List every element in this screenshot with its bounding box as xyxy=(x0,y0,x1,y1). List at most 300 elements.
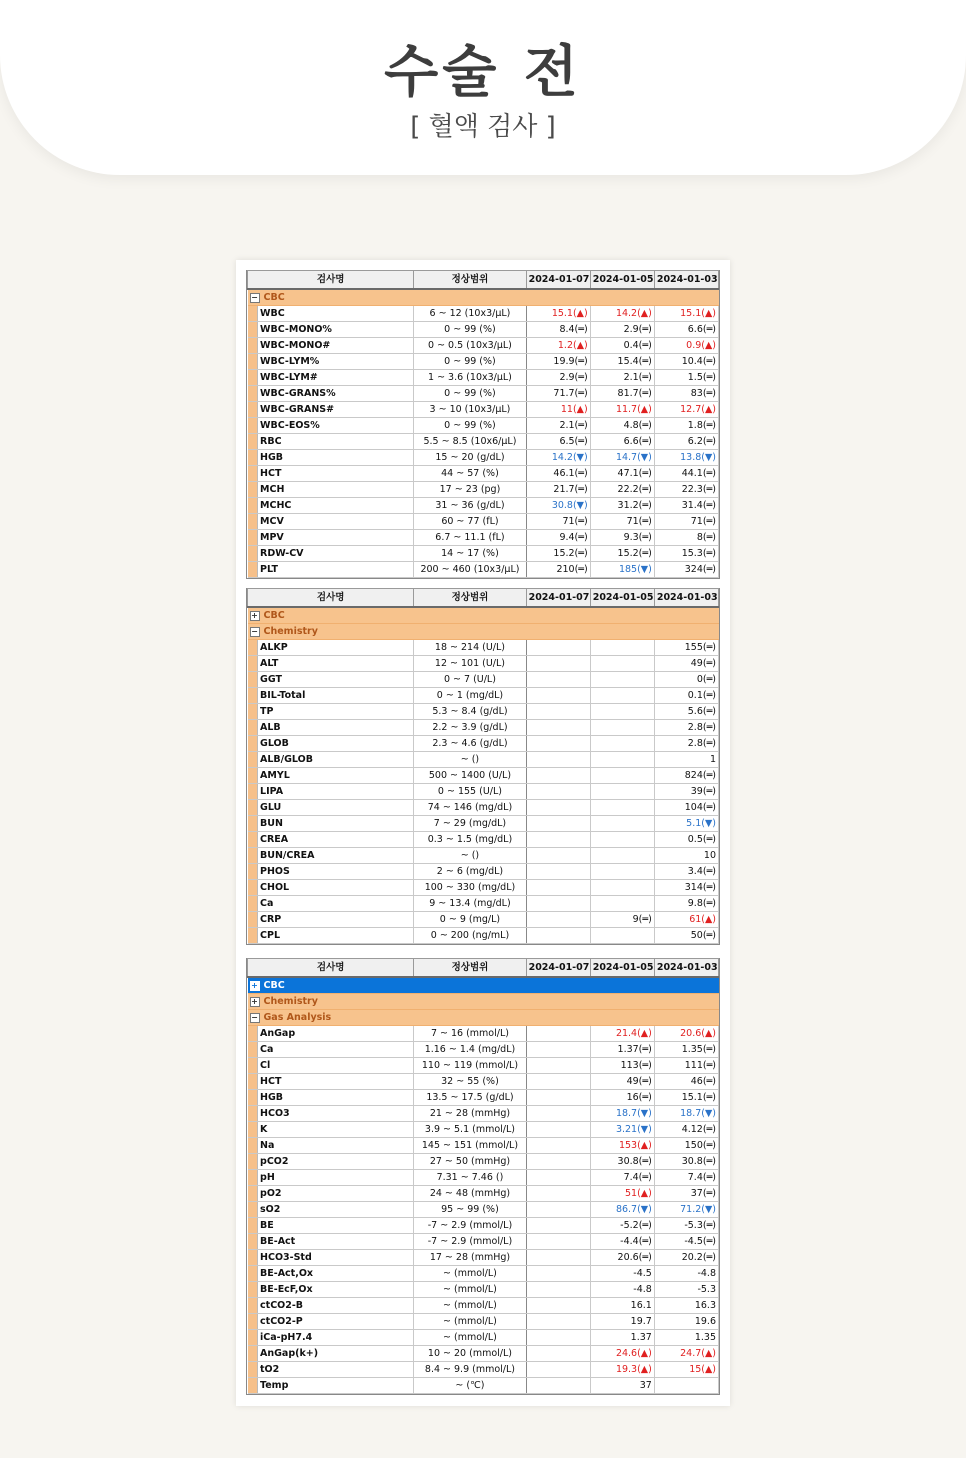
column-header-name[interactable]: 검사명 xyxy=(248,589,414,608)
value-cell: 15.4(═) xyxy=(590,354,654,370)
row-gutter xyxy=(248,1250,258,1266)
table-row[interactable] xyxy=(248,928,719,944)
expand-icon[interactable]: + xyxy=(251,610,258,620)
value-cell: 104(═) xyxy=(654,800,718,816)
value-cell: 30.8(═) xyxy=(654,1154,718,1170)
value-cell xyxy=(526,1250,590,1266)
value-cell: 324(═) xyxy=(654,562,718,578)
value-cell: 824(═) xyxy=(654,768,718,784)
test-name-cell: GLU xyxy=(258,800,414,816)
row-gutter xyxy=(248,1106,258,1122)
value-cell: 71.2(▼) xyxy=(654,1202,718,1218)
value-cell: 185(▼) xyxy=(590,562,654,578)
table-row[interactable] xyxy=(248,530,719,546)
table-row[interactable] xyxy=(248,864,719,880)
row-gutter xyxy=(248,784,258,800)
value-cell xyxy=(526,848,590,864)
collapse-icon[interactable]: − xyxy=(251,292,258,302)
table-row[interactable] xyxy=(248,912,719,928)
test-name-cell: WBC-LYM% xyxy=(258,354,414,370)
value-cell: 1.8(═) xyxy=(654,418,718,434)
value-cell: 153(▲) xyxy=(590,1138,654,1154)
row-gutter xyxy=(248,1058,258,1074)
page-subtitle: [ 혈액 검사 ] xyxy=(410,112,556,142)
value-cell: 20.6(═) xyxy=(590,1250,654,1266)
table-header-row xyxy=(248,271,719,290)
value-cell: 111(═) xyxy=(654,1058,718,1074)
table-row[interactable] xyxy=(248,656,719,672)
table-row[interactable] xyxy=(248,1282,719,1298)
range-cell: 110 ~ 119 (mmol/L) xyxy=(414,1058,526,1074)
value-cell: 6.6(═) xyxy=(654,322,718,338)
column-header-date[interactable]: 2024-01-03 xyxy=(654,589,718,608)
table-row[interactable] xyxy=(248,1378,719,1394)
value-cell: 20.2(═) xyxy=(654,1250,718,1266)
range-cell: 0 ~ 0.5 (10x3/μL) xyxy=(414,338,526,354)
value-cell xyxy=(526,864,590,880)
group-row-chemistry[interactable] xyxy=(248,994,719,1010)
value-cell xyxy=(526,736,590,752)
table-header-row xyxy=(248,959,719,978)
expand-icon[interactable]: + xyxy=(251,980,258,990)
value-cell xyxy=(590,768,654,784)
table-row[interactable] xyxy=(248,1218,719,1234)
table-row[interactable] xyxy=(248,306,719,322)
range-cell: 500 ~ 1400 (U/L) xyxy=(414,768,526,784)
row-gutter xyxy=(248,370,258,386)
column-header-date[interactable]: 2024-01-07 xyxy=(526,271,590,290)
group-row-cbc[interactable] xyxy=(248,289,719,306)
group-row-cbc[interactable] xyxy=(248,977,719,994)
test-name-cell: WBC-MONO% xyxy=(258,322,414,338)
test-name-cell: HCO3 xyxy=(258,1106,414,1122)
table-row[interactable] xyxy=(248,434,719,450)
value-cell: 9.4(═) xyxy=(526,530,590,546)
group-row-cbc[interactable] xyxy=(248,607,719,624)
table-row[interactable] xyxy=(248,546,719,562)
table-row[interactable] xyxy=(248,1122,719,1138)
test-name-cell: tO2 xyxy=(258,1362,414,1378)
value-cell xyxy=(526,1202,590,1218)
table-row[interactable] xyxy=(248,450,719,466)
range-cell: 10 ~ 20 (mmol/L) xyxy=(414,1346,526,1362)
value-cell xyxy=(526,1074,590,1090)
test-name-cell: PLT xyxy=(258,562,414,578)
table-row[interactable] xyxy=(248,354,719,370)
collapse-icon[interactable]: − xyxy=(251,626,258,636)
table-row[interactable] xyxy=(248,418,719,434)
row-gutter xyxy=(248,800,258,816)
table-row[interactable] xyxy=(248,816,719,832)
value-cell xyxy=(526,1378,590,1394)
value-cell xyxy=(526,816,590,832)
row-gutter xyxy=(248,1234,258,1250)
row-gutter xyxy=(248,402,258,418)
table-row[interactable] xyxy=(248,322,719,338)
value-cell xyxy=(590,880,654,896)
range-cell: ~ () xyxy=(414,848,526,864)
range-cell: 24 ~ 48 (mmHg) xyxy=(414,1186,526,1202)
group-cell[interactable] xyxy=(248,994,719,1010)
value-cell: 6.2(═) xyxy=(654,434,718,450)
table-row[interactable] xyxy=(248,880,719,896)
value-cell: 19.3(▲) xyxy=(590,1362,654,1378)
table-row[interactable] xyxy=(248,1170,719,1186)
group-label: Chemistry xyxy=(263,996,318,1007)
table-row[interactable] xyxy=(248,1090,719,1106)
row-gutter xyxy=(248,720,258,736)
value-cell: 155(═) xyxy=(654,640,718,656)
value-cell: 37(═) xyxy=(654,1186,718,1202)
value-cell xyxy=(590,704,654,720)
value-cell: 22.2(═) xyxy=(590,482,654,498)
range-cell: 17 ~ 28 (mmHg) xyxy=(414,1250,526,1266)
range-cell: 0 ~ 99 (%) xyxy=(414,418,526,434)
row-gutter xyxy=(248,1330,258,1346)
value-cell: 14.7(▼) xyxy=(590,450,654,466)
range-cell: 2 ~ 6 (mg/dL) xyxy=(414,864,526,880)
column-header-range[interactable]: 정상범위 xyxy=(414,959,526,978)
value-cell: 16.3 xyxy=(654,1298,718,1314)
table-row[interactable] xyxy=(248,1362,719,1378)
range-cell: 0.3 ~ 1.5 (mg/dL) xyxy=(414,832,526,848)
value-cell: 18.7(▼) xyxy=(590,1106,654,1122)
table-row[interactable] xyxy=(248,848,719,864)
value-cell: 11(▲) xyxy=(526,402,590,418)
table-row[interactable] xyxy=(248,704,719,720)
range-cell: 12 ~ 101 (U/L) xyxy=(414,656,526,672)
test-name-cell: WBC-LYM# xyxy=(258,370,414,386)
table-frame xyxy=(246,588,720,945)
column-header-name[interactable]: 검사명 xyxy=(248,959,414,978)
value-cell: 7.4(═) xyxy=(654,1170,718,1186)
table-row[interactable] xyxy=(248,720,719,736)
row-gutter xyxy=(248,848,258,864)
test-name-cell: HCT xyxy=(258,1074,414,1090)
table-row[interactable] xyxy=(248,482,719,498)
header-card xyxy=(0,0,966,175)
row-gutter xyxy=(248,640,258,656)
test-name-cell: ALT xyxy=(258,656,414,672)
table-row[interactable] xyxy=(248,1138,719,1154)
row-gutter xyxy=(248,1090,258,1106)
value-cell: -4.8 xyxy=(590,1282,654,1298)
row-gutter xyxy=(248,322,258,338)
row-gutter xyxy=(248,1378,258,1394)
range-cell: 3 ~ 10 (10x3/μL) xyxy=(414,402,526,418)
test-name-cell: pCO2 xyxy=(258,1154,414,1170)
value-cell: 6.5(═) xyxy=(526,434,590,450)
table-row[interactable] xyxy=(248,498,719,514)
table-row[interactable] xyxy=(248,562,719,578)
row-gutter xyxy=(248,768,258,784)
test-name-cell: HCT xyxy=(258,466,414,482)
row-gutter xyxy=(248,688,258,704)
column-header-date[interactable]: 2024-01-05 xyxy=(590,959,654,978)
table-row[interactable] xyxy=(248,338,719,354)
range-cell: 6 ~ 12 (10x3/μL) xyxy=(414,306,526,322)
test-name-cell: BE-Act xyxy=(258,1234,414,1250)
test-name-cell: MPV xyxy=(258,530,414,546)
test-name-cell: ALB xyxy=(258,720,414,736)
table-row[interactable] xyxy=(248,1042,719,1058)
value-cell xyxy=(526,784,590,800)
value-cell: 47.1(═) xyxy=(590,466,654,482)
column-header-date[interactable]: 2024-01-05 xyxy=(590,589,654,608)
value-cell xyxy=(526,640,590,656)
range-cell: 74 ~ 146 (mg/dL) xyxy=(414,800,526,816)
test-name-cell: WBC-GRANS% xyxy=(258,386,414,402)
value-cell: 14.2(▲) xyxy=(590,306,654,322)
value-cell xyxy=(526,1282,590,1298)
value-cell: 1 xyxy=(654,752,718,768)
table-row[interactable] xyxy=(248,688,719,704)
value-cell xyxy=(526,1122,590,1138)
range-cell: ~ (mmol/L) xyxy=(414,1266,526,1282)
group-cell[interactable] xyxy=(248,977,719,994)
row-gutter xyxy=(248,530,258,546)
value-cell xyxy=(590,928,654,944)
test-name-cell: HCO3-Std xyxy=(258,1250,414,1266)
value-cell: 49(═) xyxy=(654,656,718,672)
column-header-date[interactable]: 2024-01-03 xyxy=(654,271,718,290)
value-cell: 16(═) xyxy=(590,1090,654,1106)
value-cell xyxy=(526,1218,590,1234)
table-row[interactable] xyxy=(248,752,719,768)
group-cell[interactable] xyxy=(248,607,719,624)
value-cell xyxy=(526,1362,590,1378)
range-cell: 1.16 ~ 1.4 (mg/dL) xyxy=(414,1042,526,1058)
test-name-cell: RDW-CV xyxy=(258,546,414,562)
range-cell: 13.5 ~ 17.5 (g/dL) xyxy=(414,1090,526,1106)
row-gutter xyxy=(248,880,258,896)
column-header-name[interactable]: 검사명 xyxy=(248,271,414,290)
test-name-cell: WBC-GRANS# xyxy=(258,402,414,418)
range-cell: 7.31 ~ 7.46 () xyxy=(414,1170,526,1186)
range-cell: 18 ~ 214 (U/L) xyxy=(414,640,526,656)
table-row[interactable] xyxy=(248,1314,719,1330)
collapse-icon[interactable]: − xyxy=(251,1012,258,1022)
test-name-cell: iCa-pH7.4 xyxy=(258,1330,414,1346)
table-row[interactable] xyxy=(248,800,719,816)
value-cell: 24.6(▲) xyxy=(590,1346,654,1362)
table-row[interactable] xyxy=(248,1106,719,1122)
value-cell: 22.3(═) xyxy=(654,482,718,498)
test-name-cell: AMYL xyxy=(258,768,414,784)
row-gutter xyxy=(248,418,258,434)
value-cell xyxy=(526,1106,590,1122)
range-cell: 7 ~ 29 (mg/dL) xyxy=(414,816,526,832)
page-title: 수술 전 xyxy=(384,40,582,105)
table-row[interactable] xyxy=(248,514,719,530)
table-row[interactable] xyxy=(248,672,719,688)
value-cell: 2.1(═) xyxy=(590,370,654,386)
table-row[interactable] xyxy=(248,1250,719,1266)
column-header-range[interactable]: 정상범위 xyxy=(414,589,526,608)
value-cell: 9(═) xyxy=(590,912,654,928)
value-cell xyxy=(526,912,590,928)
value-cell: 2.8(═) xyxy=(654,736,718,752)
value-cell: 7.4(═) xyxy=(590,1170,654,1186)
column-header-date[interactable]: 2024-01-07 xyxy=(526,959,590,978)
value-cell: 19.6 xyxy=(654,1314,718,1330)
test-name-cell: BE xyxy=(258,1218,414,1234)
range-cell: ~ (mmol/L) xyxy=(414,1282,526,1298)
row-gutter xyxy=(248,896,258,912)
table-row[interactable] xyxy=(248,1186,719,1202)
value-cell xyxy=(526,1058,590,1074)
test-name-cell: BIL-Total xyxy=(258,688,414,704)
test-name-cell: sO2 xyxy=(258,1202,414,1218)
value-cell: 15.1(▲) xyxy=(526,306,590,322)
table-row[interactable] xyxy=(248,640,719,656)
value-cell xyxy=(526,832,590,848)
column-header-date[interactable]: 2024-01-07 xyxy=(526,589,590,608)
value-cell: 24.7(▲) xyxy=(654,1346,718,1362)
value-cell: 10 xyxy=(654,848,718,864)
value-cell xyxy=(526,928,590,944)
table-row[interactable] xyxy=(248,1154,719,1170)
value-cell: 150(═) xyxy=(654,1138,718,1154)
table-row[interactable] xyxy=(248,1074,719,1090)
value-cell: -5.2(═) xyxy=(590,1218,654,1234)
group-label: Gas Analysis xyxy=(263,1012,332,1023)
row-gutter xyxy=(248,1202,258,1218)
column-header-date[interactable]: 2024-01-03 xyxy=(654,959,718,978)
value-cell: 2.8(═) xyxy=(654,720,718,736)
test-name-cell: PHOS xyxy=(258,864,414,880)
row-gutter xyxy=(248,546,258,562)
group-row-gas-analysis[interactable] xyxy=(248,1010,719,1026)
range-cell: 15 ~ 20 (g/dL) xyxy=(414,450,526,466)
value-cell xyxy=(590,672,654,688)
range-cell: 8.4 ~ 9.9 (mmol/L) xyxy=(414,1362,526,1378)
value-cell: 113(═) xyxy=(590,1058,654,1074)
table-row[interactable] xyxy=(248,1202,719,1218)
row-gutter xyxy=(248,816,258,832)
range-cell: 95 ~ 99 (%) xyxy=(414,1202,526,1218)
lab-panel-cbc xyxy=(246,270,720,579)
row-gutter xyxy=(248,482,258,498)
group-cell[interactable] xyxy=(248,289,719,306)
test-name-cell: pH xyxy=(258,1170,414,1186)
table-row[interactable] xyxy=(248,466,719,482)
expand-icon[interactable]: + xyxy=(251,996,258,1006)
value-cell xyxy=(526,1298,590,1314)
row-gutter xyxy=(248,450,258,466)
range-cell: 100 ~ 330 (mg/dL) xyxy=(414,880,526,896)
row-gutter xyxy=(248,498,258,514)
value-cell xyxy=(526,720,590,736)
table-frame xyxy=(246,958,720,1395)
value-cell xyxy=(590,848,654,864)
table-row[interactable] xyxy=(248,1026,719,1042)
column-header-range[interactable]: 정상범위 xyxy=(414,271,526,290)
test-name-cell: MCH xyxy=(258,482,414,498)
table-row[interactable] xyxy=(248,1058,719,1074)
row-gutter xyxy=(248,562,258,578)
value-cell: 4.12(═) xyxy=(654,1122,718,1138)
column-header-date[interactable]: 2024-01-05 xyxy=(590,271,654,290)
value-cell: 1.37 xyxy=(590,1330,654,1346)
test-name-cell: BUN/CREA xyxy=(258,848,414,864)
group-cell[interactable] xyxy=(248,624,719,640)
table-row[interactable] xyxy=(248,736,719,752)
table-row[interactable] xyxy=(248,1346,719,1362)
table-row[interactable] xyxy=(248,1234,719,1250)
value-cell xyxy=(526,880,590,896)
value-cell xyxy=(590,864,654,880)
range-cell: 60 ~ 77 (fL) xyxy=(414,514,526,530)
test-name-cell: Temp xyxy=(258,1378,414,1394)
group-cell[interactable] xyxy=(248,1010,719,1026)
value-cell: 86.7(▼) xyxy=(590,1202,654,1218)
table-row[interactable] xyxy=(248,386,719,402)
range-cell: 0 ~ 99 (%) xyxy=(414,354,526,370)
value-cell: 0(═) xyxy=(654,672,718,688)
value-cell xyxy=(526,688,590,704)
range-cell: ~ (mmol/L) xyxy=(414,1330,526,1346)
row-gutter xyxy=(248,672,258,688)
value-cell: 1.35(═) xyxy=(654,1042,718,1058)
row-gutter xyxy=(248,514,258,530)
range-cell: -7 ~ 2.9 (mmol/L) xyxy=(414,1234,526,1250)
row-gutter xyxy=(248,1186,258,1202)
value-cell: -4.4(═) xyxy=(590,1234,654,1250)
value-cell xyxy=(526,656,590,672)
range-cell: 6.7 ~ 11.1 (fL) xyxy=(414,530,526,546)
value-cell: 2.1(═) xyxy=(526,418,590,434)
test-name-cell: TP xyxy=(258,704,414,720)
test-name-cell: K xyxy=(258,1122,414,1138)
test-name-cell: ctCO2-P xyxy=(258,1314,414,1330)
test-name-cell: pO2 xyxy=(258,1186,414,1202)
value-cell: 81.7(═) xyxy=(590,386,654,402)
value-cell: -4.8 xyxy=(654,1266,718,1282)
value-cell: 39(═) xyxy=(654,784,718,800)
table-row[interactable] xyxy=(248,832,719,848)
row-gutter xyxy=(248,1362,258,1378)
table-row[interactable] xyxy=(248,1330,719,1346)
table-row[interactable] xyxy=(248,1298,719,1314)
test-name-cell: BE-Act,Ox xyxy=(258,1266,414,1282)
value-cell: 210(═) xyxy=(526,562,590,578)
group-row-chemistry[interactable] xyxy=(248,624,719,640)
table-row[interactable] xyxy=(248,784,719,800)
value-cell xyxy=(526,704,590,720)
range-cell: ~ (mmol/L) xyxy=(414,1314,526,1330)
row-gutter xyxy=(248,1154,258,1170)
range-cell: 0 ~ 99 (%) xyxy=(414,386,526,402)
value-cell xyxy=(526,768,590,784)
table-row[interactable] xyxy=(248,896,719,912)
lab-panel-gas-analysis xyxy=(246,958,720,1395)
range-cell: ~ (mmol/L) xyxy=(414,1298,526,1314)
range-cell: 0 ~ 7 (U/L) xyxy=(414,672,526,688)
table-row[interactable] xyxy=(248,1266,719,1282)
range-cell: 0 ~ 200 (ng/mL) xyxy=(414,928,526,944)
value-cell: 13.8(▼) xyxy=(654,450,718,466)
value-cell: 2.9(═) xyxy=(590,322,654,338)
range-cell: 32 ~ 55 (%) xyxy=(414,1074,526,1090)
row-gutter xyxy=(248,306,258,322)
table-row[interactable] xyxy=(248,402,719,418)
range-cell: 17 ~ 23 (pg) xyxy=(414,482,526,498)
table-row[interactable] xyxy=(248,768,719,784)
value-cell xyxy=(526,1186,590,1202)
group-label: CBC xyxy=(263,292,285,303)
table-row[interactable] xyxy=(248,370,719,386)
